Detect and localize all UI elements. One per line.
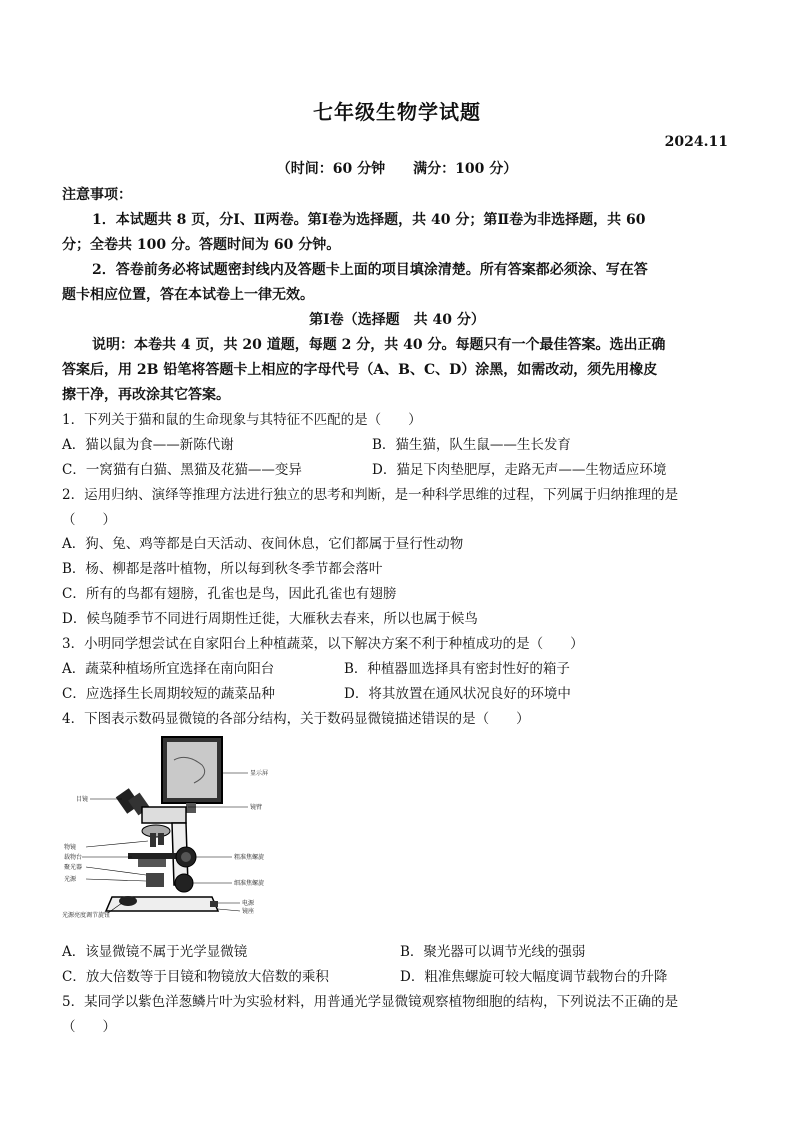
label-display: 显示屏 xyxy=(250,770,269,777)
label-stage: 载物台 xyxy=(64,854,83,861)
q1-option-c: C．一窝猫有白猫、黑猫及花猫——变异 xyxy=(62,462,302,478)
label-fine-focus: 细准焦螺旋 xyxy=(234,880,265,887)
q2-option-b: B．杨、柳都是落叶植物，所以每到秋冬季节都会落叶 xyxy=(62,561,383,577)
q2-option-d: D．候鸟随季节不同进行周期性迁徙，大雁秋去春来，所以也属于候鸟 xyxy=(62,611,478,627)
q5-paren: （ ） xyxy=(62,1019,116,1035)
q1-option-a: A．猫以鼠为食——新陈代谢 xyxy=(62,437,234,453)
screen-image xyxy=(167,742,217,798)
notice-heading: 注意事项： xyxy=(62,187,132,203)
q3-option-a: A．蔬菜种植场所宜选择在南向阳台 xyxy=(62,661,275,677)
section1-desc2: 答案后，用 2B 铅笔将答题卡上相应的字母代号（A、B、C、D）涂黑，如需改动，须先用橡皮 xyxy=(62,362,658,378)
notice-line2b: 题卡相应位置，答在本试卷上一律无效。 xyxy=(62,287,314,303)
label-arm: 镜臂 xyxy=(250,804,263,811)
q3-option-c: C．应选择生长周期较短的蔬菜品种 xyxy=(62,686,275,702)
label-objective: 物镜 xyxy=(64,844,77,851)
label-light-source: 光源 xyxy=(64,876,77,883)
q4-option-c: C．放大倍数等于目镜和物镜放大倍数的乘积 xyxy=(62,969,329,985)
microscope-drawing xyxy=(62,735,282,927)
label-brightness-knob: 光源亮度调节旋钮 xyxy=(62,912,111,919)
q2-paren: （ ） xyxy=(62,512,116,528)
exam-date: 2024.11 xyxy=(664,134,728,150)
digital-microscope-figure xyxy=(62,735,282,927)
fine-focus-knob-shape xyxy=(175,874,193,892)
section1-desc1: 说明：本卷共 4 页，共 20 道题，每题 2 分，共 40 分。每题只有一个最佳答案。选出正确 xyxy=(92,337,666,353)
q1-stem: 1．下列关于猫和鼠的生命现象与其特征不匹配的是（ ） xyxy=(62,412,422,428)
label-power: 电源 xyxy=(242,900,255,907)
notice-line1b: 分；全卷共 100 分。答题时间为 60 分钟。 xyxy=(62,237,341,253)
q2-option-a: A．狗、兔、鸡等都是白天活动、夜间休息，它们都属于昼行性动物 xyxy=(62,536,464,552)
time-limit: （时间：60 分钟 满分：100 分） xyxy=(276,161,518,177)
label-coarse-focus: 粗准焦螺旋 xyxy=(234,854,265,861)
q1-option-d: D．猫足下肉垫肥厚，走路无声——生物适应环境 xyxy=(372,462,667,478)
notice-line1a: 1．本试题共 8 页，分Ⅰ、Ⅱ两卷。第Ⅰ卷为选择题，共 40 分；第Ⅱ卷为非选择题，共 60 xyxy=(92,212,646,228)
section1-desc3: 擦干净，再改涂其它答案。 xyxy=(62,387,230,403)
label-eyepiece: 目镜 xyxy=(76,796,89,803)
q4-stem: 4．下图表示数码显微镜的各部分结构，关于数码显微镜描述错误的是（ ） xyxy=(62,711,530,727)
section1-heading: 第Ⅰ卷（选择题 共 40 分） xyxy=(309,312,485,328)
notice-line2a: 2．答卷前务必将试题密封线内及答题卡上面的项目填涂清楚。所有答案都必须涂、写在答 xyxy=(92,262,648,278)
q4-option-d: D．粗准焦螺旋可较大幅度调节载物台的升降 xyxy=(400,969,668,985)
exam-title: 七年级生物学试题 xyxy=(313,100,481,124)
q4-option-b: B．聚光器可以调节光线的强弱 xyxy=(400,944,586,960)
q1-option-b: B．猫生猫，队生鼠——生长发育 xyxy=(372,437,571,453)
label-base: 镜座 xyxy=(242,908,255,915)
q2-stem: 2．运用归纳、演绎等推理方法进行独立的思考和判断，是一种科学思维的过程，下列属于归纳推理的是 xyxy=(62,487,679,503)
q3-option-b: B．种植器皿选择具有密封性好的箱子 xyxy=(344,661,570,677)
q3-stem: 3．小明同学想尝试在自家阳台上种植蔬菜，以下解决方案不利于种植成功的是（ ） xyxy=(62,636,584,652)
q4-option-a: A．该显微镜不属于光学显微镜 xyxy=(62,944,248,960)
label-condenser: 聚光器 xyxy=(64,864,83,871)
q2-option-c: C．所有的鸟都有翅膀，孔雀也是鸟，因此孔雀也有翅膀 xyxy=(62,586,397,602)
q3-option-d: D．将其放置在通风状况良好的环境中 xyxy=(344,686,571,702)
q5-stem: 5．某同学以紫色洋葱鳞片叶为实验材料，用普通光学显微镜观察植物细胞的结构，下列说法不正确的是 xyxy=(62,994,679,1010)
